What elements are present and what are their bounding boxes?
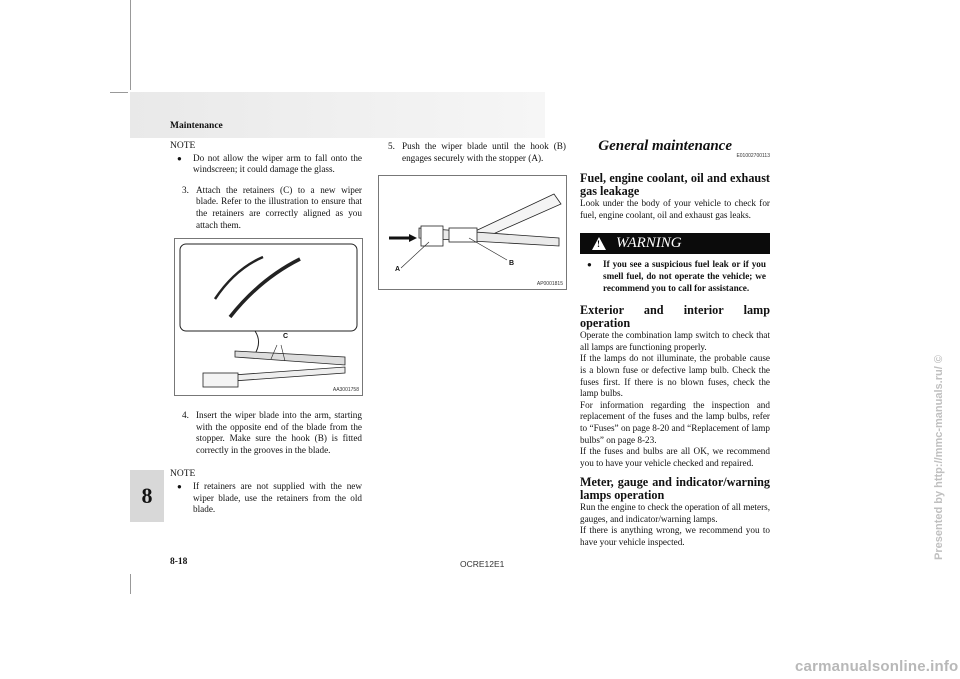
page-title: General maintenance <box>598 138 732 154</box>
wiper-hook-illustration <box>379 176 566 289</box>
step-5 <box>376 141 566 164</box>
header-bar <box>130 92 545 138</box>
title-code: E01002700113 <box>736 152 770 159</box>
note-text: Do not allow the wiper arm to fall onto the windscreen; it could damage the glass. <box>193 152 362 175</box>
paragraph: Operate the combination lamp switch to check that all lamps are functioning properly. <box>580 330 770 352</box>
heading-meter: Meter, gauge and indicator/warning lamps operation <box>580 475 770 503</box>
paragraph: If the fuses and bulbs are all OK, we recommend you to have your vehicle checked and repaired. <box>580 446 770 468</box>
right-column <box>580 138 770 549</box>
note-text: If retainers are not supplied with the new wiper blade, use the retainers from the old blade. <box>193 480 362 515</box>
paragraph: Run the engine to check the operation of all meters, gauges, and indicator/warning lamps. <box>580 502 770 524</box>
wiper-blade-retainers-illustration <box>175 239 362 395</box>
label-c: C <box>283 333 289 340</box>
paragraph: If there is anything wrong, we recommend you to have your vehicle inspected. <box>580 525 770 548</box>
step-number: 3. <box>182 184 189 195</box>
document-code: OCRE12E1 <box>460 559 505 569</box>
warning-title: WARNING <box>616 235 682 252</box>
middle-column <box>376 141 566 164</box>
note-bullet <box>170 153 362 176</box>
section-title: Maintenance <box>170 121 223 131</box>
figure-hook-stopper <box>378 175 567 290</box>
heading-lamp: Exterior and interior lamp operation <box>580 303 770 331</box>
page-number: 8-18 <box>170 557 188 567</box>
figure-retainers <box>174 238 363 396</box>
left-column <box>170 141 362 231</box>
step-4 <box>170 410 362 456</box>
crop-mark <box>130 0 131 90</box>
note-bullet <box>170 481 362 516</box>
step-text: Insert the wiper blade into the arm, starting with the opposite end of the blade from the stopper. Make sure the hook (B) is fitted correctly in the grooves in the blade. <box>196 410 362 455</box>
step-number: 4. <box>182 410 189 420</box>
bullet-icon: ● <box>587 260 592 270</box>
site-watermark: carmanualsonline.info <box>795 658 959 675</box>
side-watermark: Presented by http://mmc-manuals.ru/ © <box>933 355 945 560</box>
left-column-lower <box>170 410 362 516</box>
label-a: A <box>395 266 401 273</box>
heading-fuel: Fuel, engine coolant, oil and exhaust gas leakage <box>580 171 770 199</box>
bullet-icon: ● <box>177 481 182 491</box>
crop-mark <box>130 574 131 594</box>
step-text: Push the wiper blade until the hook (B) engages securely with the stopper (A). <box>402 141 566 163</box>
warning-bullet <box>580 259 770 294</box>
note-label: NOTE <box>170 141 196 151</box>
paragraph: Look under the body of your vehicle to check for fuel, engine coolant, oil and exhaust gas leaks. <box>580 198 770 220</box>
figure-code: AA3001758 <box>332 387 359 393</box>
title-block <box>580 138 770 162</box>
crop-mark <box>110 92 128 93</box>
bullet-icon: ● <box>177 153 182 163</box>
warning-triangle-icon: ! <box>592 237 606 250</box>
step-text: Attach the retainers (C) to a new wiper blade. Refer to the illustration to ensure that the retainers are correctly aligned as you attach them. <box>196 184 362 230</box>
paragraph: For information regarding the inspection and replacement of the fuses and the lamp bulbs, refer to “Fuses” on page 8-20 and “Replacement of lamp bulbs” on page 8-23. <box>580 399 770 445</box>
warning-header <box>580 233 770 254</box>
note-label: NOTE <box>170 469 196 480</box>
label-b: B <box>509 260 515 267</box>
step-number: 5. <box>388 141 395 151</box>
figure-code: AP0001815 <box>536 281 563 287</box>
chapter-tab: 8 <box>130 470 164 522</box>
paragraph: If the lamps do not illuminate, the probable cause is a blown fuse or defective lamp bulb. Check the fuses first. If there is no blown fuses, check the lamp bulbs. <box>580 353 770 399</box>
warning-text: If you see a suspicious fuel leak or if you smell fuel, do not operate the vehicle; we recommend you to call for assistance. <box>603 259 766 293</box>
step-3 <box>170 185 362 231</box>
warning-box <box>580 233 770 294</box>
